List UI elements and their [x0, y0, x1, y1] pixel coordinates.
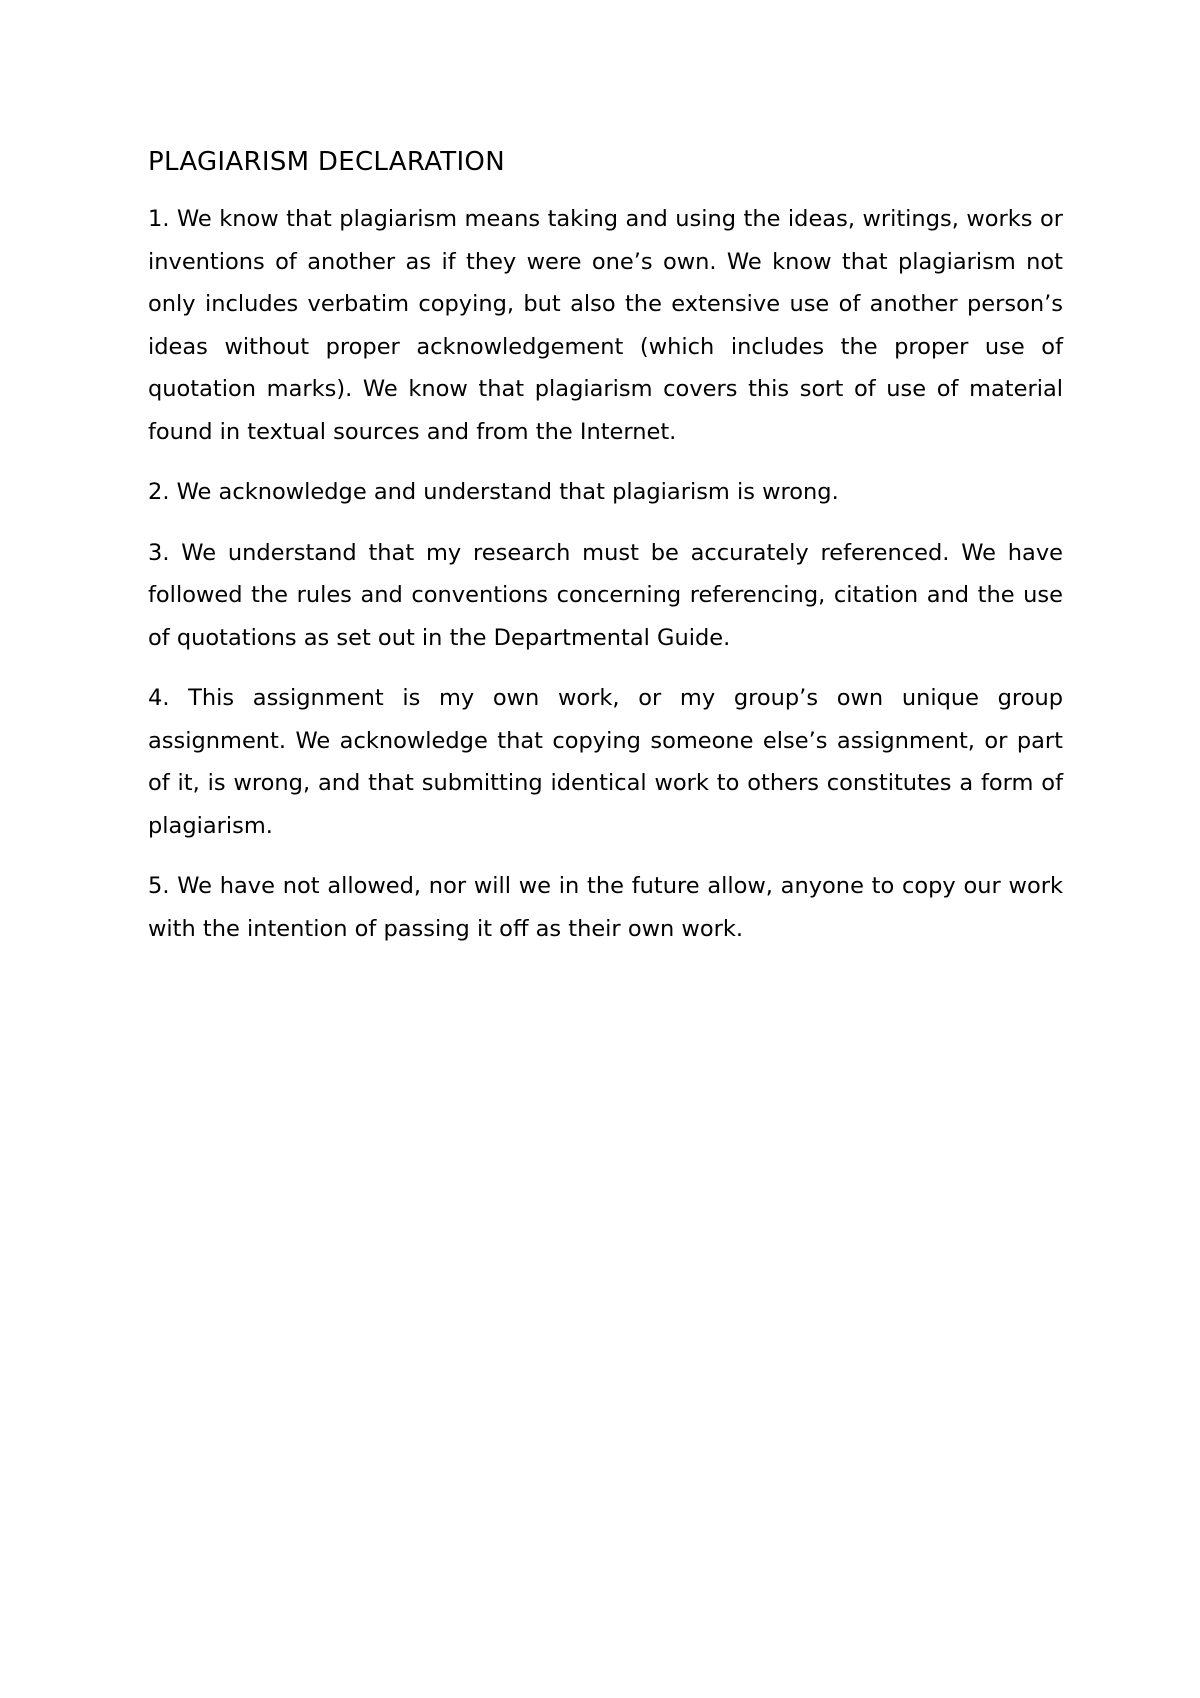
declaration-item-3: 3. We understand that my research must be accurately referenced. We have followed the rules and conventions concerning referencing, citation and the use of quotations as set out in the Departmental Guide.: [148, 539, 1063, 651]
declaration-item-1: 1. We know that plagiarism means taking and using the ideas, writings, works or inventions of another as if they were one’s own. We know that plagiarism not only includes verbatim copying, but also the extensive use of another person’s ideas without proper acknowledgement (which includes the proper use of quotation marks). We know that plagiarism covers this sort of use of material found in textual sources and from the Internet.: [148, 206, 1063, 445]
declaration-item-5: 5. We have not allowed, nor will we in the future allow, anyone to copy our work with the intention of passing it off as their own work.: [148, 873, 1063, 942]
declaration-item-2: 2. We acknowledge and understand that plagiarism is wrong.: [148, 479, 839, 505]
declaration-item-4: 4. This assignment is my own work, or my group’s own unique group assignment. We acknowledge that copying someone else’s assignment, or part of it, is wrong, and that submitting identical work to others constitutes a form of plagiarism.: [148, 685, 1063, 839]
document-title: PLAGIARISM DECLARATION: [148, 147, 505, 177]
document-body: [148, 144, 1063, 968]
